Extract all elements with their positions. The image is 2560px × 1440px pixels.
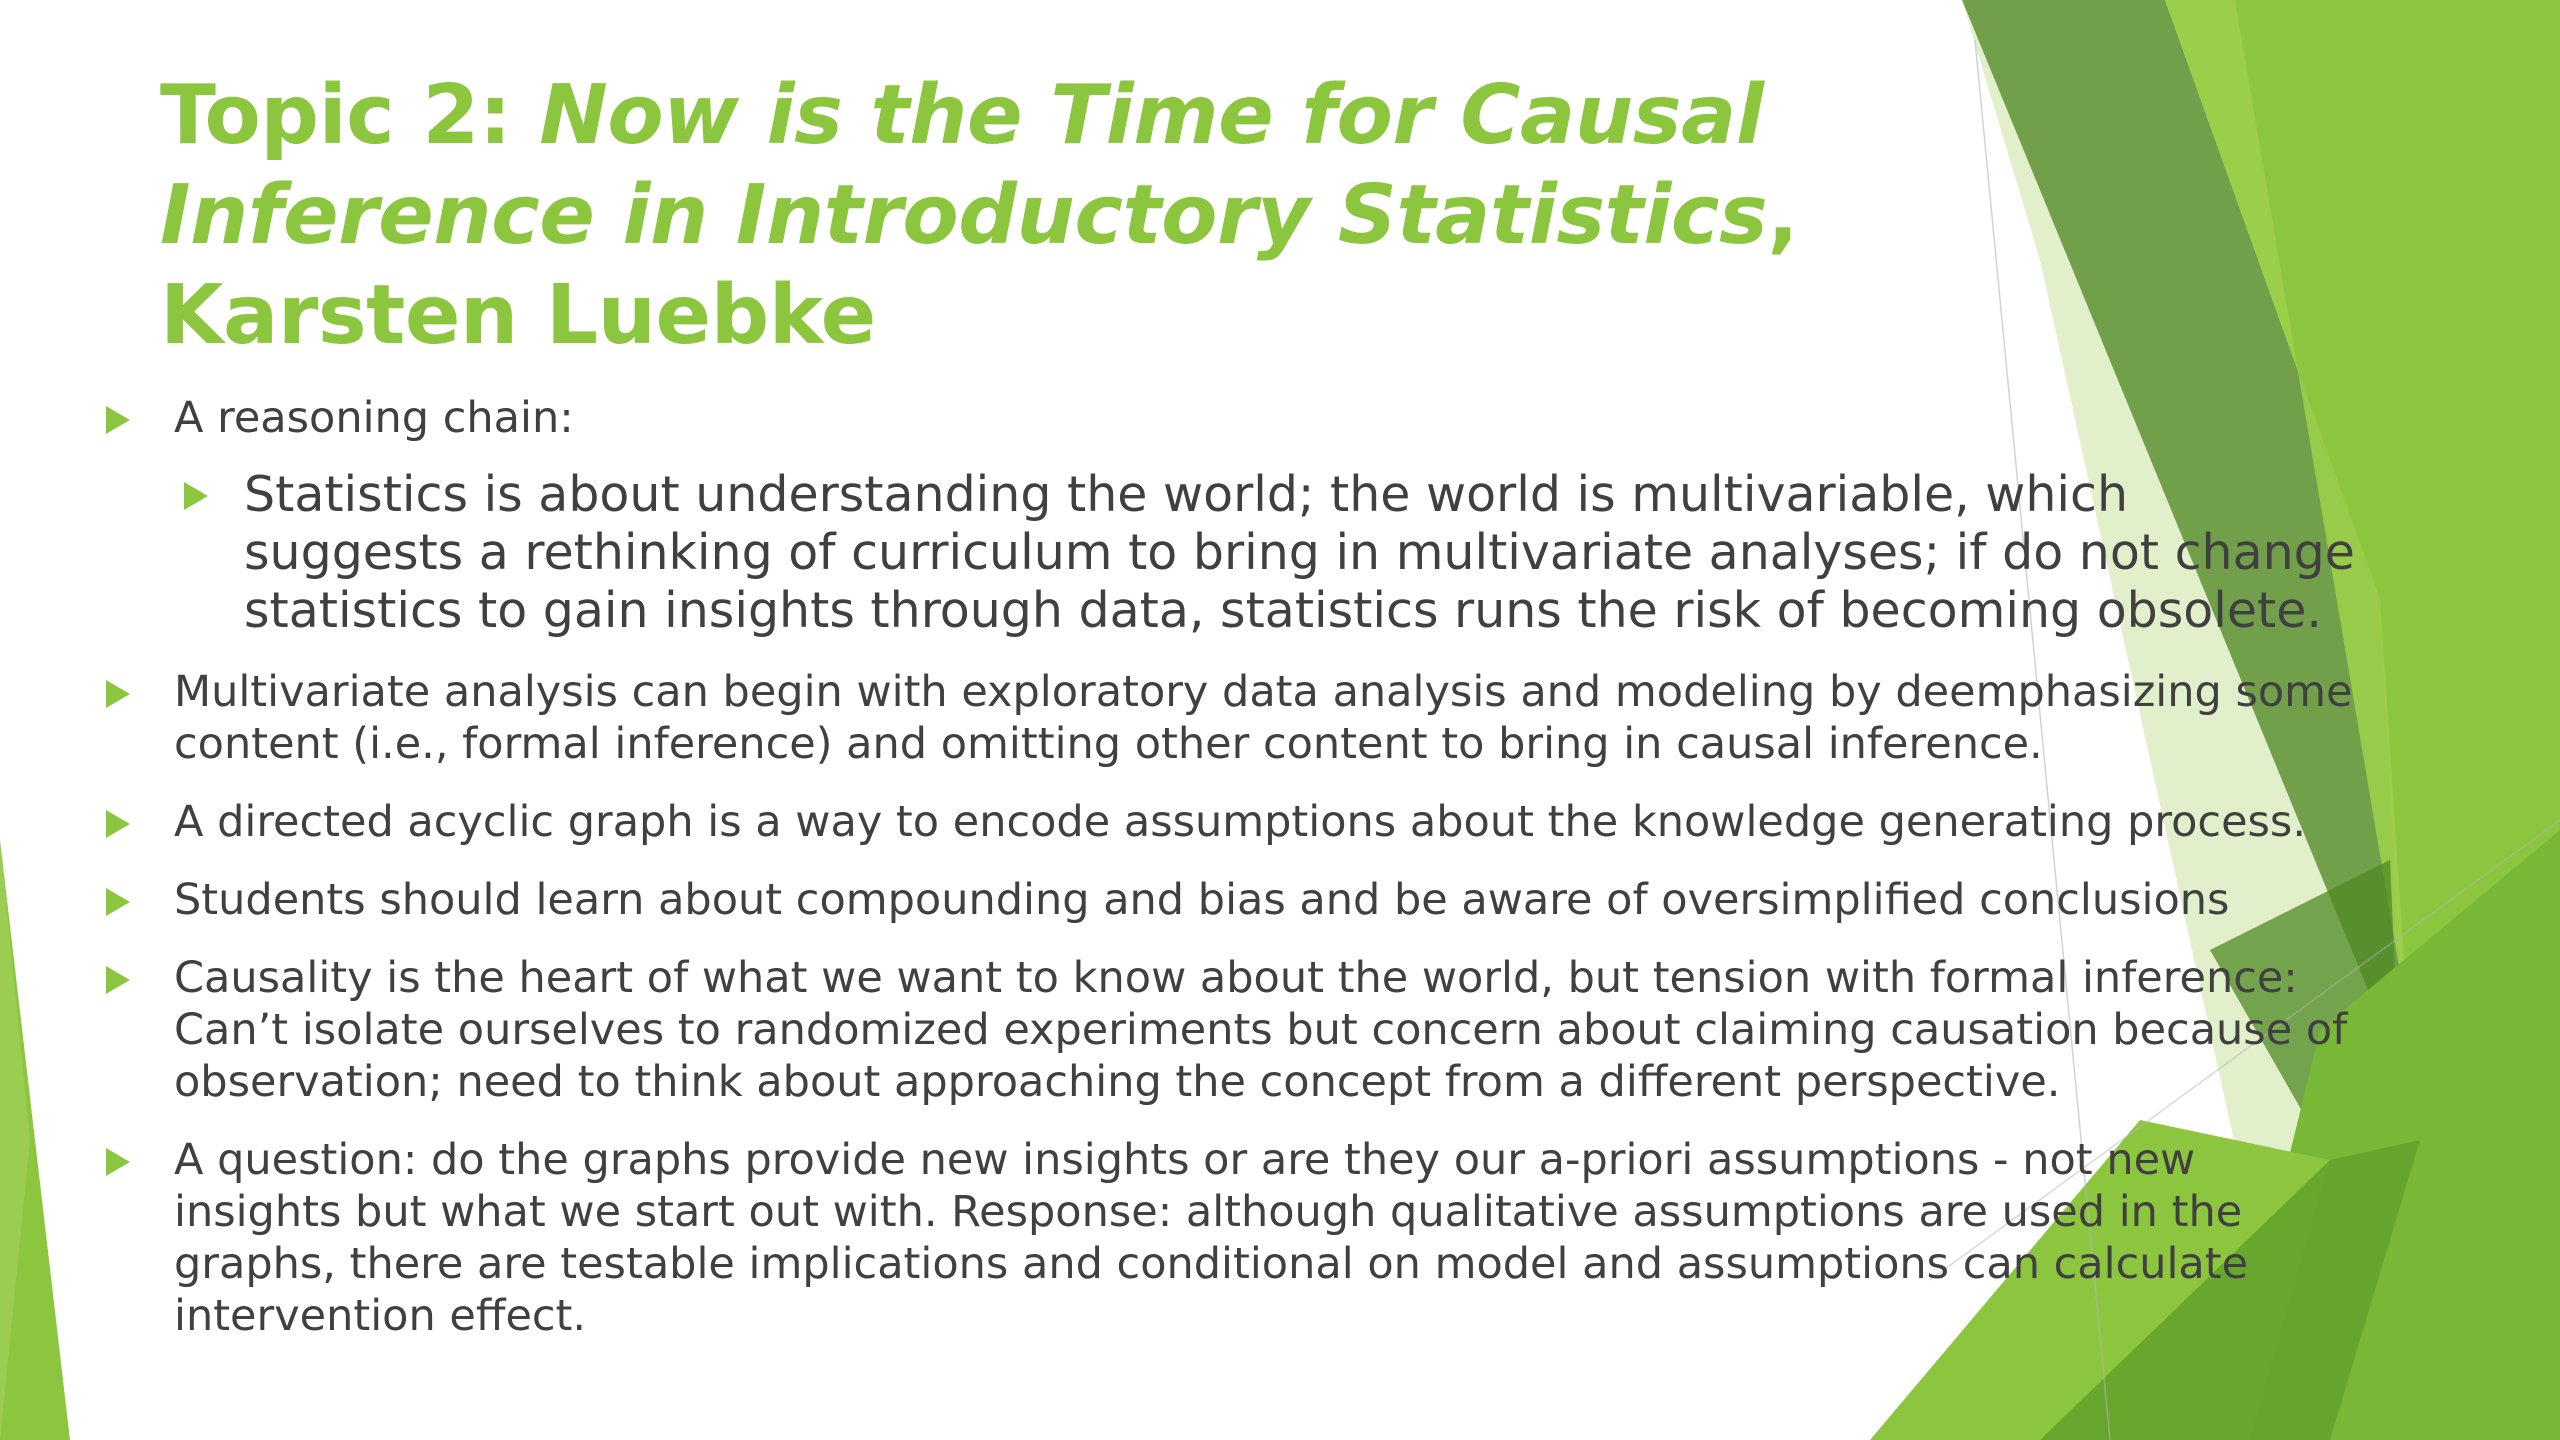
- title-prefix: Topic 2:: [160, 68, 540, 163]
- bullet-item: [100, 666, 2360, 770]
- bullet-item: [100, 1134, 2360, 1342]
- slide-title: [160, 66, 2040, 366]
- bullet-item: [100, 392, 2360, 444]
- bullet-text: Students should learn about compounding and bias and be aware of oversimplified conclusions: [174, 875, 2230, 925]
- bullet-arrow-icon: [106, 406, 130, 434]
- bullet-text: A question: do the graphs provide new insights or are they our a-priori assumptions - not new insights but what we start out with. Response: although qualitative assumptions are used in the graphs, there are testable implications and conditional on model and assumptions can calculate intervention effect.: [174, 1135, 2249, 1341]
- bullet-arrow-icon: [184, 482, 208, 510]
- bullet-arrow-icon: [106, 966, 130, 994]
- bullet-item: [100, 796, 2360, 848]
- bullet-item: [100, 874, 2360, 926]
- title-italic-paper-name: Now is the Time for Causal Inference in Introductory Statistics: [160, 68, 1768, 263]
- bullet-item: [100, 952, 2360, 1108]
- bullet-list: [100, 392, 2360, 1368]
- title-author: , Karsten Luebke: [160, 168, 1799, 363]
- bullet-text: Causality is the heart of what we want to know about the world, but tension with formal inference: Can’t isolate ourselves to randomized experiments but concern about claiming causation because of observation; need to think about approaching the concept from a different perspective.: [174, 953, 2348, 1107]
- bullet-arrow-icon: [106, 1148, 130, 1176]
- bullet-arrow-icon: [106, 888, 130, 916]
- bullet-text: A reasoning chain:: [174, 393, 574, 443]
- sub-bullet-item: [184, 466, 2360, 640]
- bullet-text: A directed acyclic graph is a way to encode assumptions about the knowledge generating process.: [174, 797, 2307, 847]
- bullet-text: Multivariate analysis can begin with exploratory data analysis and modeling by deemphasizing some content (i.e., formal inference) and omitting other content to bring in causal inference.: [174, 667, 2353, 769]
- bullet-arrow-icon: [106, 810, 130, 838]
- bullet-arrow-icon: [106, 680, 130, 708]
- bullet-text: Statistics is about understanding the world; the world is multivariable, which suggests a rethinking of curriculum to bring in multivariate analyses; if do not change statistics to gain insights through data, statistics runs the risk of becoming obsolete.: [244, 466, 2355, 639]
